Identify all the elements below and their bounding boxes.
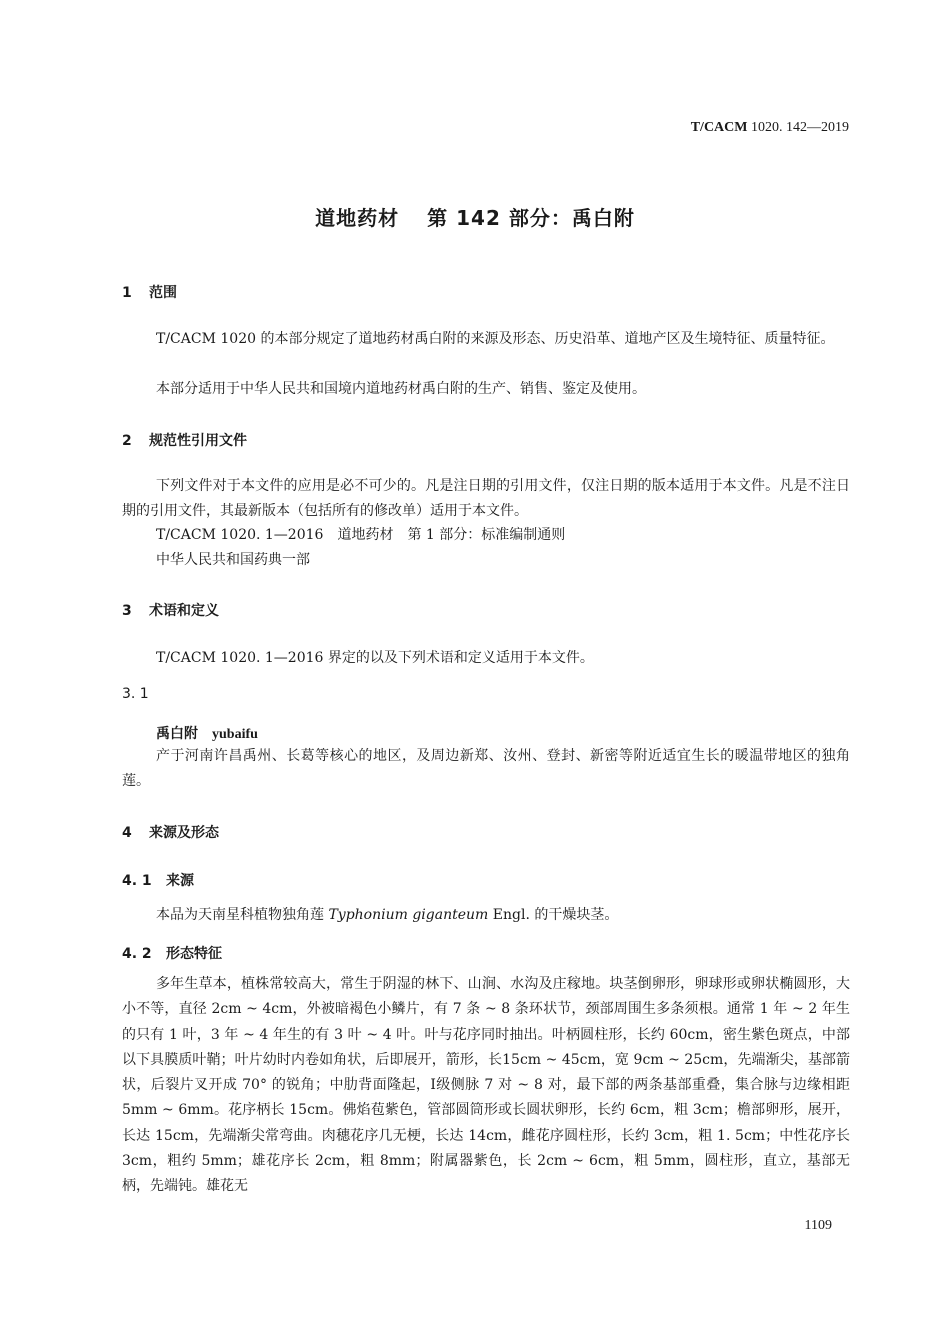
paragraph: 本品为天南星科植物独角莲 Typhonium giganteum Engl. 的干燥块茎。 [156, 907, 619, 923]
section-heading-2: 2 规范性引用文件 [122, 433, 247, 449]
paragraph: 多年生草本，植株常较高大，常生于阴湿的林下、山涧、水沟及庄稼地。块茎倒卵形，卵球形或卵状椭圆形，大小不等，直径 2cm ~ 4cm，外被暗褐色小鳞片，有 7 条 ~ 8 条环状节，颈部周围生多条须根。通常 1 年 ~ 2 年生的只有 1 叶，3 年 ~ 4 年生的有 3 叶 ~ 4 叶。叶与花序同时抽出。叶柄圆柱形，长约 60cm，密生紫色斑点，中部以下具膜质叶鞘；叶片幼时内卷如角状，后即展开，箭形，长15cm ~ 45cm，宽 9cm ~ 25cm，先端渐尖，基部箭状，后裂片叉开成 70° 的锐角；中肋背面隆起，Ⅰ级侧脉 7 对 ~ 8 对，最下部的两条基部重叠，集合脉与边缘相距 5mm ~ 6mm。花序柄长 15cm。佛焰苞紫色，管部圆筒形或长圆状卵形，长约 6cm，粗 3cm；檐部卵形，展开，长达 15cm，先端渐尖常弯曲。肉穗花序几无梗，长达 14cm，雌花序圆柱形，长约 3cm，粗 1. 5cm；中性花序长 3cm，粗约 5mm；雄花序长 2cm，粗 8mm；附属器紫色，长 2cm ~ 6cm，粗 5mm，圆柱形，直立，基部无柄，先端钝。雄花无 [122, 976, 850, 1195]
section-heading-4: 4 来源及形态 [122, 825, 219, 841]
subsection-heading-4-1: 4. 1 来源 [122, 873, 194, 889]
page-number: 1109 [804, 1218, 832, 1233]
subsection-heading-4-2: 4. 2 形态特征 [122, 946, 222, 962]
reference-item: T/CACM 1020. 1—2016 道地药材 第 1 部分：标准编制通则 [156, 527, 566, 543]
term-definition: 产于河南许昌禹州、长葛等核心的地区，及周边新郑、汝州、登封、新密等附近适宜生长的暖温带地区的独角莲。 [122, 748, 850, 790]
subsection-number: 3. 1 [122, 686, 149, 702]
paragraph: T/CACM 1020 的本部分规定了道地药材禹白附的来源及形态、历史沿革、道地产区及生境特征、质量特征。 [156, 331, 835, 347]
standard-number: T/CACM 1020. 142—2019 [690, 120, 849, 135]
paragraph: 本部分适用于中华人民共和国境内道地药材禹白附的生产、销售、鉴定及使用。 [156, 381, 646, 397]
paragraph: T/CACM 1020. 1—2016 界定的以及下列术语和定义适用于本文件。 [156, 650, 594, 666]
section-heading-3: 3 术语和定义 [122, 603, 219, 619]
page-title: 道地药材 第 142 部分：禹白附 [315, 206, 635, 230]
paragraph: 下列文件对于本文件的应用是必不可少的。凡是注日期的引用文件，仅注日期的版本适用于本文件。凡是不注日期的引用文件，其最新版本（包括所有的修改单）适用于本文件。 [122, 478, 850, 520]
section-heading-1: 1 范围 [122, 285, 177, 301]
term-entry: 禹白附 yubaifu [156, 726, 258, 742]
reference-item: 中华人民共和国药典一部 [156, 552, 310, 568]
